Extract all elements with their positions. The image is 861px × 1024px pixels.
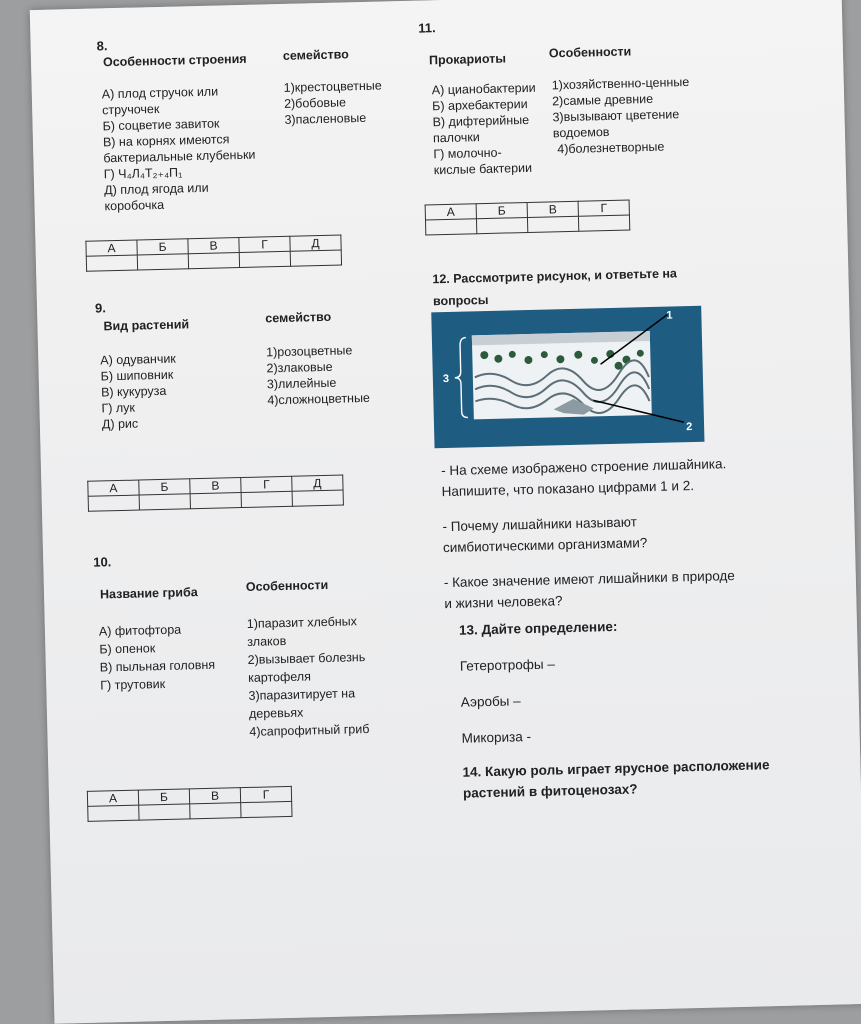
q9-items [100, 351, 177, 433]
q11-col1-header: Прокариоты [428, 51, 507, 68]
q12-question-line: и жизни человека? [444, 593, 563, 612]
q10-feature: 4)сапрофитный гриб [249, 721, 370, 739]
q9-header-cell: А [88, 480, 139, 496]
q9-answer-cell[interactable] [241, 491, 292, 507]
q9-item: Д) рис [101, 416, 139, 432]
q9-item: В) кукуруза [100, 383, 167, 400]
q8-item: Д) плод ягода или [103, 180, 209, 198]
q11-feature: водоемов [552, 124, 610, 141]
q10-item: В) пыльная головня [99, 657, 216, 675]
q9-family: 1)розоцветные [265, 343, 353, 360]
q11-header-cell: А [425, 204, 476, 220]
q8-header-cell: А [86, 240, 137, 256]
q9-header-cell: Г [241, 476, 292, 492]
q10-number: 10. [93, 554, 112, 570]
q11-header-cell: Г [578, 200, 629, 216]
q8-family: 1)крестоцветные [283, 78, 382, 95]
q10-feature: злаков [247, 633, 287, 649]
lichen-figure [431, 306, 704, 449]
q8-item: Г) Ч₄Л₄Т₂₊₄П₁ [103, 165, 183, 182]
q13-term-heterotrophs: Гетеротрофы – [459, 656, 556, 674]
q9-answer-table [87, 475, 344, 512]
q8-item: бактериальные клубеньки [103, 147, 256, 166]
q9-item: Б) шиповник [100, 367, 174, 384]
figure-label-2: 2 [685, 421, 693, 434]
q9-answer-cell[interactable] [292, 490, 343, 506]
q8-item: Б) соцветие завиток [102, 116, 220, 134]
q10-header-cell: Б [138, 789, 189, 805]
q8-number: 8. [96, 38, 108, 54]
q8-families [284, 77, 383, 127]
q11-item: кислые бактерии [433, 160, 533, 178]
q10-col1-header: Название гриба [99, 585, 198, 602]
q13-title: 13. Дайте определение: [458, 618, 618, 638]
q11-answer-table [425, 199, 631, 235]
q11-item: палочки [432, 130, 480, 146]
q14-question [462, 754, 770, 803]
q8-header-cell: В [188, 238, 239, 254]
q8-answer-cell[interactable] [86, 255, 137, 271]
q9-families [266, 342, 370, 408]
q10-features [247, 612, 370, 741]
q11-item: Г) молочно- [433, 145, 502, 162]
q11-answer-cell[interactable] [476, 217, 527, 233]
q9-family: 3)лилейные [266, 375, 337, 392]
q9-family: 2)злаковые [266, 359, 333, 376]
q14-line: растений в фитоценозах? [462, 781, 638, 801]
q11-number: 11. [418, 20, 436, 36]
q8-item: В) на корнях имеются [102, 132, 230, 150]
q10-item: А) фитофтора [98, 622, 182, 639]
q11-item: В) дифтерийные [432, 112, 530, 130]
q9-item: Г) лук [101, 400, 136, 416]
q12-title [432, 262, 678, 312]
q10-header-cell: А [87, 790, 138, 806]
q11-header-cell: Б [476, 202, 527, 218]
q8-item: стручочек [102, 101, 160, 118]
q9-answer-cell[interactable] [190, 493, 241, 509]
q8-answer-cell[interactable] [188, 253, 239, 269]
q8-family: 3)пасленовые [284, 110, 367, 127]
q11-item: Б) архебактерии [432, 96, 528, 114]
q10-answer-cell[interactable] [190, 803, 241, 819]
q11-items [432, 80, 538, 179]
q12-question-line: симбиотическими организмами? [442, 535, 648, 556]
q12-title-line: 12. Рассмотрите рисунок, и ответьте на [432, 266, 678, 287]
q8-answer-table [85, 235, 342, 272]
q8-family: 2)бобовые [283, 95, 347, 111]
q10-item: Г) трутовик [100, 676, 166, 693]
q11-answer-cell[interactable] [425, 219, 476, 235]
q10-answer-cell[interactable] [88, 805, 139, 821]
q10-feature: 3)паразитирует на [248, 686, 356, 703]
worksheet-page [30, 0, 861, 1024]
q11-features [552, 74, 692, 157]
q11-answer-cell[interactable] [527, 216, 578, 232]
q14-line: 14. Какую роль играет ярусное расположение [462, 757, 770, 780]
q10-feature: картофеля [247, 669, 312, 685]
q10-header-cell: В [189, 788, 240, 804]
q11-feature: 3)вызывают цветение [552, 107, 680, 125]
q10-answer-table [87, 786, 293, 822]
q10-answer-cell[interactable] [241, 801, 292, 817]
q9-number: 9. [94, 300, 107, 316]
q10-header-cell: Г [240, 786, 291, 802]
q12-questions [441, 453, 736, 614]
q13-term-aerobes: Аэробы – [460, 693, 521, 710]
figure-label-1: 1 [666, 309, 673, 322]
q10-feature: деревьях [248, 705, 304, 721]
q10-item: Б) опенок [99, 641, 156, 657]
q8-header-cell: Б [137, 239, 188, 255]
q8-header-cell: Г [239, 236, 290, 252]
q12-question-line: - На схеме изображено строение лишайника. [440, 456, 727, 479]
q9-col1-header: Вид растений [103, 317, 190, 334]
q9-item: А) одуванчик [100, 351, 176, 368]
q11-feature: 2)самые древние [551, 91, 654, 109]
q8-header-cell: Д [290, 235, 341, 251]
q10-feature: 2)вызывает болезнь [247, 650, 366, 667]
q8-item: коробочка [104, 197, 165, 214]
q9-answer-cell[interactable] [88, 495, 139, 511]
q8-answer-cell[interactable] [137, 254, 188, 270]
q11-item: А) цианобактерии [431, 80, 536, 98]
q12-title-line: вопросы [432, 292, 489, 309]
q9-header-cell: В [190, 478, 241, 494]
figure-label-3: 3 [442, 372, 450, 386]
q13-term-mycorrhiza: Микориза - [461, 729, 532, 746]
q9-family: 4)сложноцветные [267, 390, 371, 408]
q10-answer-cell[interactable] [139, 804, 190, 820]
q11-answer-cell[interactable] [578, 215, 629, 231]
q8-col2-header: семейство [282, 47, 349, 63]
q9-header-cell: Б [139, 479, 190, 495]
q10-col2-header: Особенности [245, 577, 329, 594]
q11-header-cell: В [527, 201, 578, 217]
q8-col1-header: Особенности строения [102, 51, 247, 70]
q8-item: А) плод стручок или [101, 84, 219, 102]
q12-question-line: Напишите, что показано цифрами 1 и 2. [441, 477, 695, 500]
q12-question-line: - Какое значение имеют лишайники в природе [443, 568, 736, 591]
q9-col2-header: семейство [265, 309, 332, 326]
q11-feature: 4)болезнетворные [557, 139, 665, 157]
q10-items [99, 620, 216, 695]
q12-question-line: - Почему лишайники называют [442, 514, 637, 535]
q11-feature: 1)хозяйственно-ценные [551, 74, 690, 93]
q8-answer-cell[interactable] [290, 250, 341, 266]
q10-feature: 1)паразит хлебных [246, 614, 358, 631]
q8-items [102, 83, 257, 215]
q11-col2-header: Особенности [548, 44, 632, 61]
q9-header-cell: Д [292, 475, 343, 491]
lichen-structure-drawing [431, 306, 704, 449]
q8-answer-cell[interactable] [239, 251, 290, 267]
q9-answer-cell[interactable] [139, 494, 190, 510]
